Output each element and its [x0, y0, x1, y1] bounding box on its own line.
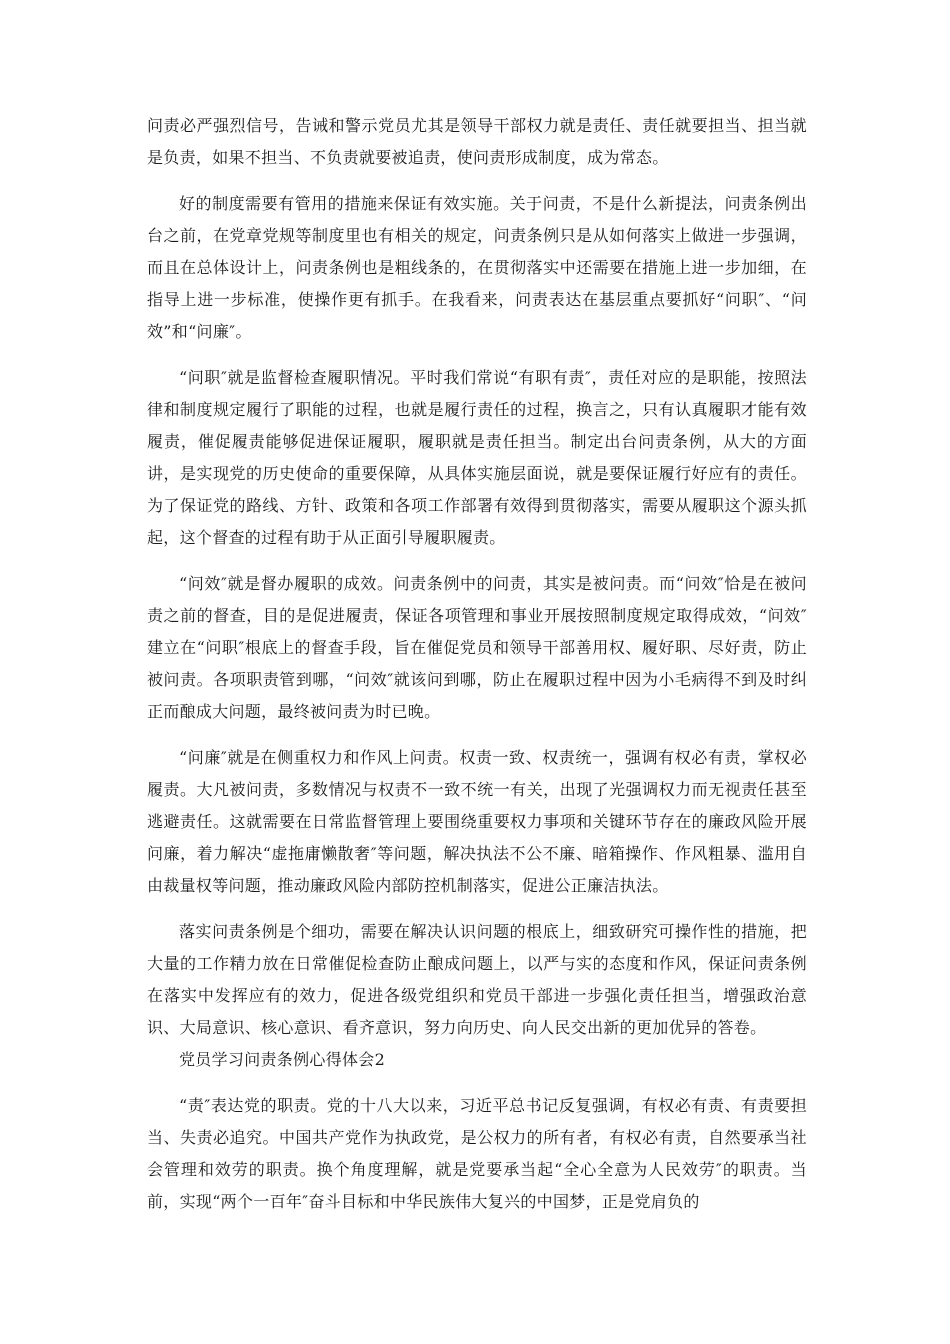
section-title: 党员学习问责条例心得体会2 [179, 1050, 386, 1069]
paragraph-6: 落实问责条例是个细功，需要在解决认识问题的根底上，细致研究可操作性的措施，把大量的工作精力放在日常催促检查防止酿成问题上，以严与实的态度和作风，保证问责条例在落实中发挥应有的效力，促进各级党组织和党员干部进一步强化责任担当，增强政治意识、大局意识、核心意识、看齐意识，努力向历史、向人民交出新的更加优异的答卷。 [147, 922, 807, 1037]
paragraph-1: 问责必严强烈信号，告诫和警示党员尤其是领导干部权力就是责任、责任就要担当、担当就是负责，如果不担当、不负责就要被追责，使问责形成制度，成为常态。 [147, 116, 807, 167]
document-page [147, 110, 807, 1218]
paragraph-4: “问效″就是督办履职的成效。问责条例中的问责，其实是被问责。而“问效″恰是在被问责之前的督查，目的是促进履责，保证各项管理和事业开展按照制度规定取得成效，“问效″建立在“问职″根底上的督查手段，旨在催促党员和领导干部善用权、履好职、尽好责，防止被问责。各项职责管到哪，“问效″就该问到哪，防止在履职过程中因为小毛病得不到及时纠正而酿成大问题，最终被问责为时已晚。 [147, 574, 807, 721]
paragraph-3: “问职″就是监督检查履职情况。平时我们常说“有职有责″，责任对应的是职能，按照法律和制度规定履行了职能的过程，也就是履行责任的过程，换言之，只有认真履职才能有效履责，催促履责能够促进保证履职，履职就是责任担当。制定出台问责条例，从大的方面讲，是实现党的历史使命的重要保障，从具体实施层面说，就是要保证履行好应有的责任。为了保证党的路线、方针、政策和各项工作部署有效得到贯彻落实，需要从履职这个源头抓起，这个督查的过程有助于从正面引导履职履责。 [147, 368, 807, 547]
paragraph-2: 好的制度需要有管用的措施来保证有效实施。关于问责，不是什么新提法，问责条例出台之前，在党章党规等制度里也有相关的规定，问责条例只是从如何落实上做进一步强调，而且在总体设计上，问责条例也是粗线条的，在贯彻落实中还需要在措施上进一步加细，在指导上进一步标准，使操作更有抓手。在我看来，问责表达在基层重点要抓好“问职″、“问效”和“问廉″。 [147, 194, 807, 341]
section-paragraph: “责″表达党的职责。党的十八大以来，习近平总书记反复强调，有权必有责、有责要担当、失责必追究。中国共产党作为执政党，是公权力的所有者，有权必有责，自然要承当社会管理和效劳的职责。换个角度理解，就是党要承当起“全心全意为人民效劳″的职责。当前，实现“两个一百年″奋斗目标和中华民族伟大复兴的中国梦，正是党肩负的 [147, 1096, 807, 1211]
paragraph-5: “问廉″就是在侧重权力和作风上问责。权责一致、权责统一，强调有权必有责，掌权必履责。大凡被问责，多数情况与权责不一致不统一有关，出现了光强调权力而无视责任甚至逃避责任。这就需要在日常监督管理上要围绕重要权力事项和关键环节存在的廉政风险开展问廉，着力解决“虚拖庸懒散奢″等问题，解决执法不公不廉、暗箱操作、作风粗暴、滥用自由裁量权等问题，推动廉政风险内部防控机制落实，促进公正廉洁执法。 [147, 748, 807, 895]
